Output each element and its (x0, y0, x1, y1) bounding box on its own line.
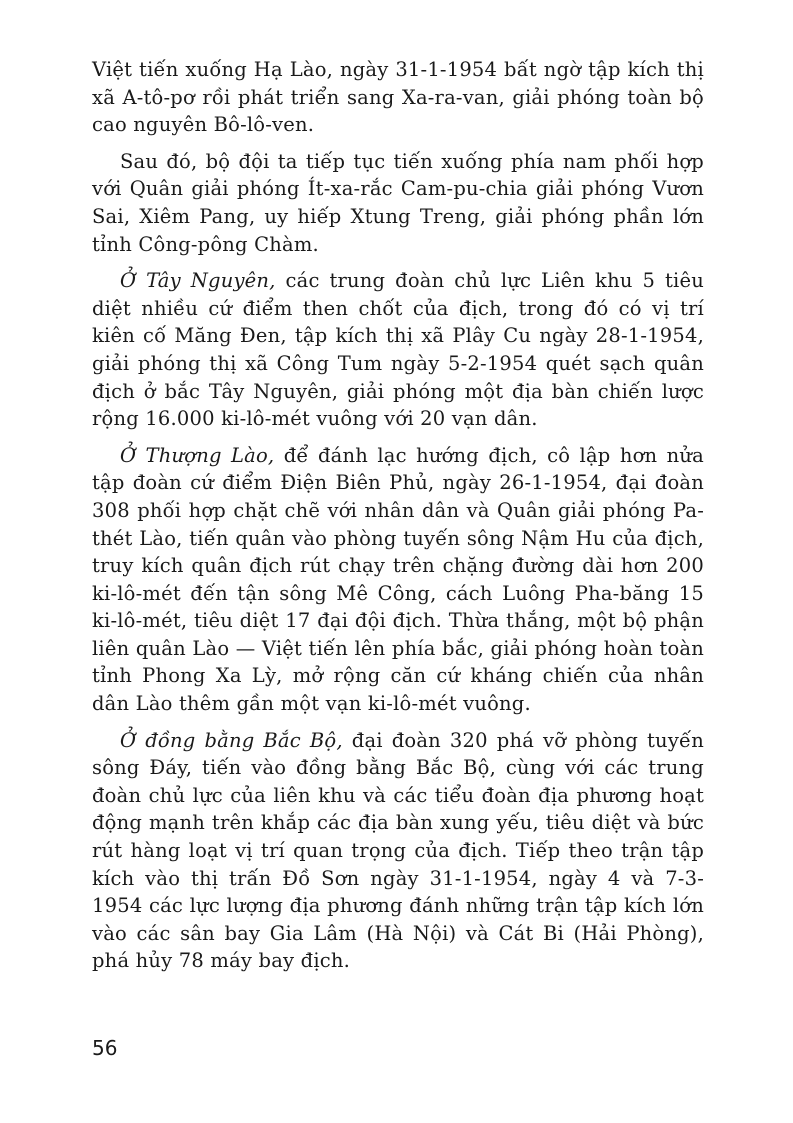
paragraph-thuong-lao (92, 442, 704, 718)
paragraph-continuation (92, 56, 704, 139)
paragraph-text: Sau đó, bộ đội ta tiếp tục tiến xuống phía nam phối hợp với Quân giải phóng Ít-xa-rắc Cam-pu-chia giải phóng Vươn Sai, Xiêm Pang, uy hiếp Xtung Treng, giải phóng phần lớn tỉnh Công-pông Chàm. (92, 149, 704, 256)
paragraph-southern-campaign (92, 148, 704, 258)
place-heading: Ở Thượng Lào, (120, 443, 275, 467)
paragraph-dong-bang-bac-bo (92, 727, 704, 975)
paragraph-tay-nguyen (92, 267, 704, 433)
page-number: 56 (92, 1036, 118, 1060)
paragraph-text: đại đoàn 320 phá vỡ phòng tuyến sông Đáy, tiến vào đồng bằng Bắc Bộ, cùng với các trung đoàn chủ lực của liên khu và các tiểu đoàn địa phương hoạt động mạnh trên khắp các địa bàn xung yếu, tiêu diệt và bức rút hàng loạt vị trí quan trọng của địch. Tiếp theo trận tập kích vào thị trấn Đồ Sơn ngày 31-1-1954, ngày 4 và 7-3-1954 các lực lượng địa phương đánh những trận tập kích lớn vào các sân bay Gia Lâm (Hà Nội) và Cát Bi (Hải Phòng), phá hủy 78 máy bay địch. (92, 728, 704, 973)
page-body (92, 56, 704, 975)
paragraph-text: Việt tiến xuống Hạ Lào, ngày 31-1-1954 bất ngờ tập kích thị xã A-tô-pơ rồi phát triển sang Xa-ra-van, giải phóng toàn bộ cao nguyên Bô-lô-ven. (92, 58, 704, 137)
paragraph-text: các trung đoàn chủ lực Liên khu 5 tiêu diệt nhiều cứ điểm then chốt của địch, trong đó có vị trí kiên cố Măng Đen, tập kích thị xã Plây Cu ngày 28-1-1954, giải phóng thị xã Công Tum ngày 5-2-1954 quét sạch quân địch ở bắc Tây Nguyên, giải phóng một địa bàn chiến lược rộng 16.000 ki-lô-mét vuông với 20 vạn dân. (92, 269, 704, 431)
place-heading: Ở Tây Nguyên, (120, 269, 276, 293)
place-heading: Ở đồng bằng Bắc Bộ, (120, 728, 343, 752)
paragraph-text: để đánh lạc hướng địch, cô lập hơn nửa tập đoàn cứ điểm Điện Biên Phủ, ngày 26-1-1954, đại đoàn 308 phối hợp chặt chẽ với nhân dân và Quân giải phóng Pa-thét Lào, tiến quân vào phòng tuyến sông Nậm Hu của địch, truy kích quân địch rút chạy trên chặng đường dài hơn 200 ki-lô-mét đến tận sông Mê Công, cách Luông Pha-băng 15 ki-lô-mét, tiêu diệt 17 đại đội địch. Thừa thắng, một bộ phận liên quân Lào — Việt tiến lên phía bắc, giải phóng hoàn toàn tỉnh Phong Xa Lỳ, mở rộng căn cứ kháng chiến của nhân dân Lào thêm gần một vạn ki-lô-mét vuông. (92, 443, 705, 716)
